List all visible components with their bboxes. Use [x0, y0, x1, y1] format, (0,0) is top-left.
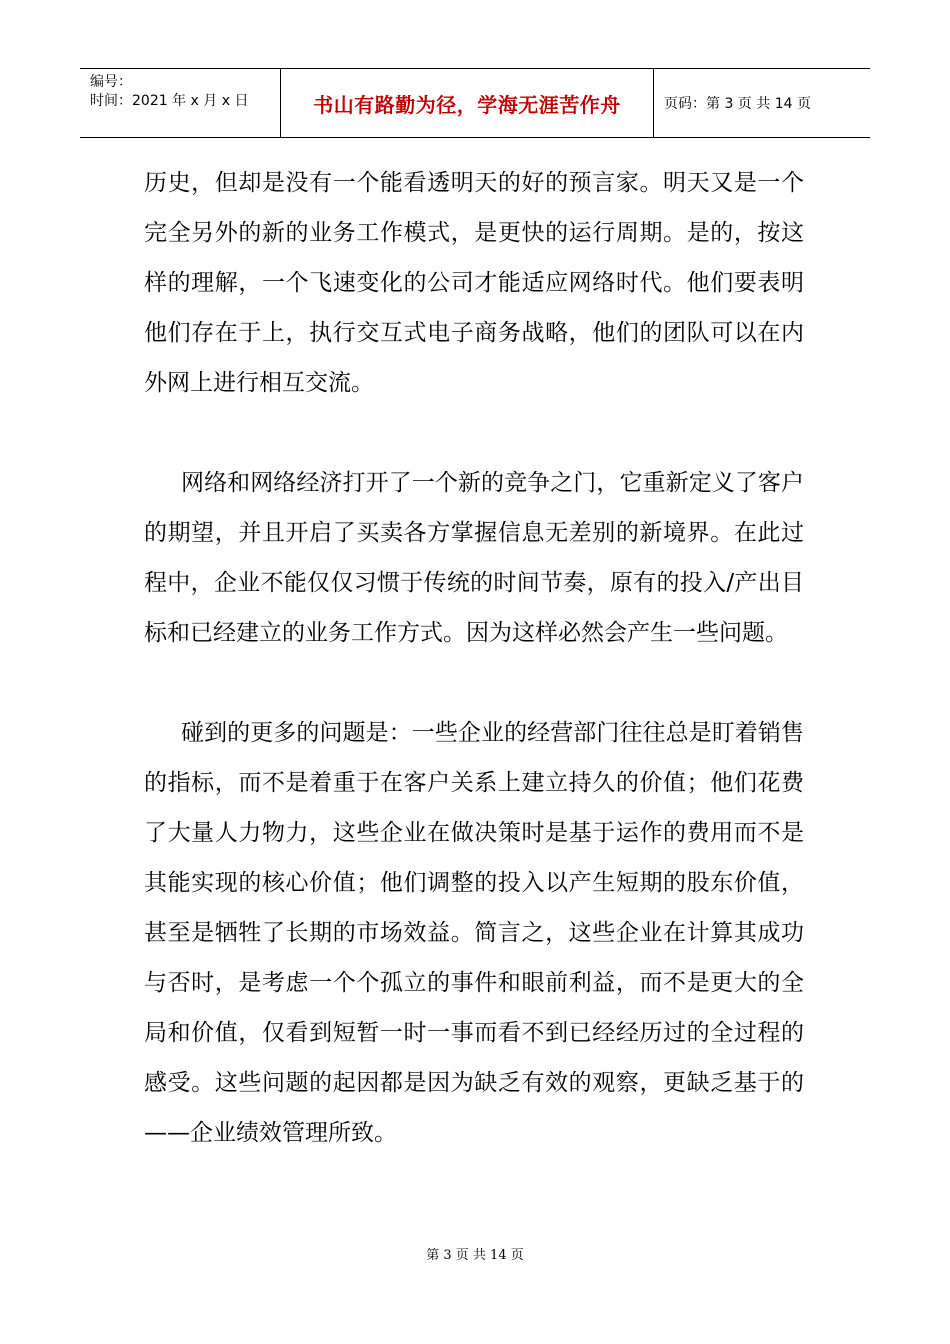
number-label: 编号：: [90, 74, 132, 90]
date-label: 时间：2021 年 x 月 x 日: [90, 93, 249, 109]
header-motto: 书山有路勤为径，学海无涯苦作舟: [281, 69, 654, 137]
paragraph-3: 碰到的更多的问题是：一些企业的经营部门往往总是盯着销售的指标，而不是着重于在客户关系上建立持久的价值；他们花费了大量人力物力，这些企业在做决策时是基于运作的费用而不是其能实现的核心价值；他们调整的投入以产生短期的股东价值，甚至是牺牲了长期的市场效益。简言之，这些企业在计算其成功与否时，是考虑一个个孤立的事件和眼前利益，而不是更大的全局和价值，仅看到短暂一时一事而看不到已经经历过的全过程的感受。这些问题的起因都是因为缺乏有效的观察，更缺乏基于的——企业绩效管理所致。: [144, 720, 804, 1146]
header-page-info: 页码：第 3 页 共 14 页: [664, 96, 811, 112]
paragraph-2: 网络和网络经济打开了一个新的竞争之门，它重新定义了客户的期望，并且开启了买卖各方掌握信息无差别的新境界。在此过程中，企业不能仅仅习惯于传统的时间节奏，原有的投入/产出目标和已经建立的业务工作方式。因为这样必然会产生一些问题。: [144, 470, 804, 646]
document-body: [144, 158, 804, 1208]
paragraph-1: 历史，但却是没有一个能看透明天的好的预言家。明天又是一个完全另外的新的业务工作模式，是更快的运行周期。是的，按这样的理解，一个飞速变化的公司才能适应网络时代。他们要表明他们存在于上，执行交互式电子商务战略，他们的团队可以在内外网上进行相互交流。: [144, 170, 804, 396]
page-footer: 第 3 页 共 14 页: [426, 1248, 524, 1263]
page-header: [80, 68, 870, 138]
header-meta: [80, 69, 281, 137]
